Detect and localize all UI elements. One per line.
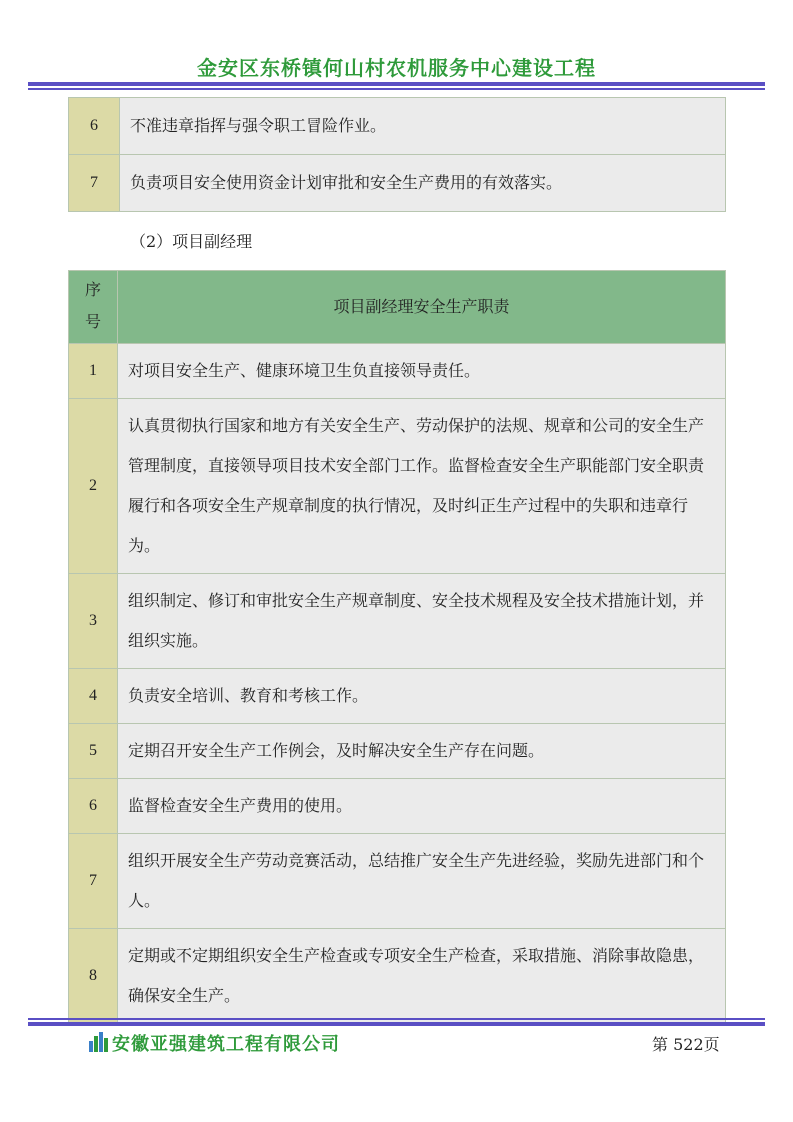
duty-table-manager-continued <box>68 97 726 212</box>
header-title-column: 项目副经理安全生产职责 <box>118 271 726 344</box>
row-text: 组织制定、修订和审批安全生产规章制度、安全技术规程及安全技术措施计划，并组织实施。 <box>118 574 726 669</box>
footer-rule-thin <box>28 1018 765 1020</box>
table-row <box>69 344 726 399</box>
row-number: 8 <box>69 929 118 1024</box>
section-heading: （2）项目副经理 <box>130 232 253 251</box>
row-number: 7 <box>69 155 120 212</box>
header-rule-thin <box>28 88 765 90</box>
footer-rule <box>28 1022 765 1026</box>
row-text: 监督检查安全生产费用的使用。 <box>118 779 726 834</box>
row-text: 定期召开安全生产工作例会，及时解决安全生产存在问题。 <box>118 724 726 779</box>
footer-company-name: 安徽亚强建筑工程有限公司 <box>112 1034 340 1055</box>
row-text: 负责安全培训、教育和考核工作。 <box>118 669 726 724</box>
page-number: 第 522页 <box>652 1035 720 1054</box>
header-number-column <box>69 271 118 344</box>
table-header-row <box>69 271 726 344</box>
row-text: 组织开展安全生产劳动竞赛活动，总结推广安全生产先进经验，奖励先进部门和个人。 <box>118 834 726 929</box>
row-number: 6 <box>69 779 118 834</box>
row-text: 认真贯彻执行国家和地方有关安全生产、劳动保护的法规、规章和公司的安全生产管理制度，直接领导项目技术安全部门工作。监督检查安全生产职能部门安全职责履行和各项安全生产规章制度的执行情况，及时纠正生产过程中的失职和违章行为。 <box>118 399 726 574</box>
table-row <box>69 155 726 212</box>
row-text: 对项目安全生产、健康环境卫生负直接领导责任。 <box>118 344 726 399</box>
table-row <box>69 98 726 155</box>
row-number: 4 <box>69 669 118 724</box>
building-logo-icon <box>88 1032 110 1052</box>
row-number: 6 <box>69 98 120 155</box>
row-text: 定期或不定期组织安全生产检查或专项安全生产检查，采取措施、消除事故隐患，确保安全生产。 <box>118 929 726 1024</box>
duty-table-deputy-manager <box>68 270 726 1024</box>
row-number: 3 <box>69 574 118 669</box>
table-row <box>69 724 726 779</box>
row-number: 2 <box>69 399 118 574</box>
row-text: 负责项目安全使用资金计划审批和安全生产费用的有效落实。 <box>120 155 726 212</box>
table-row <box>69 779 726 834</box>
row-number: 1 <box>69 344 118 399</box>
page-header-title: 金安区东桥镇何山村农机服务中心建设工程 <box>197 56 596 80</box>
table-row <box>69 399 726 574</box>
header-number-label: 序号 <box>84 282 101 331</box>
row-text: 不准违章指挥与强令职工冒险作业。 <box>120 98 726 155</box>
row-number: 7 <box>69 834 118 929</box>
table-row <box>69 834 726 929</box>
table-row <box>69 669 726 724</box>
table-row <box>69 929 726 1024</box>
row-number: 5 <box>69 724 118 779</box>
header-rule <box>28 82 765 86</box>
table-row <box>69 574 726 669</box>
